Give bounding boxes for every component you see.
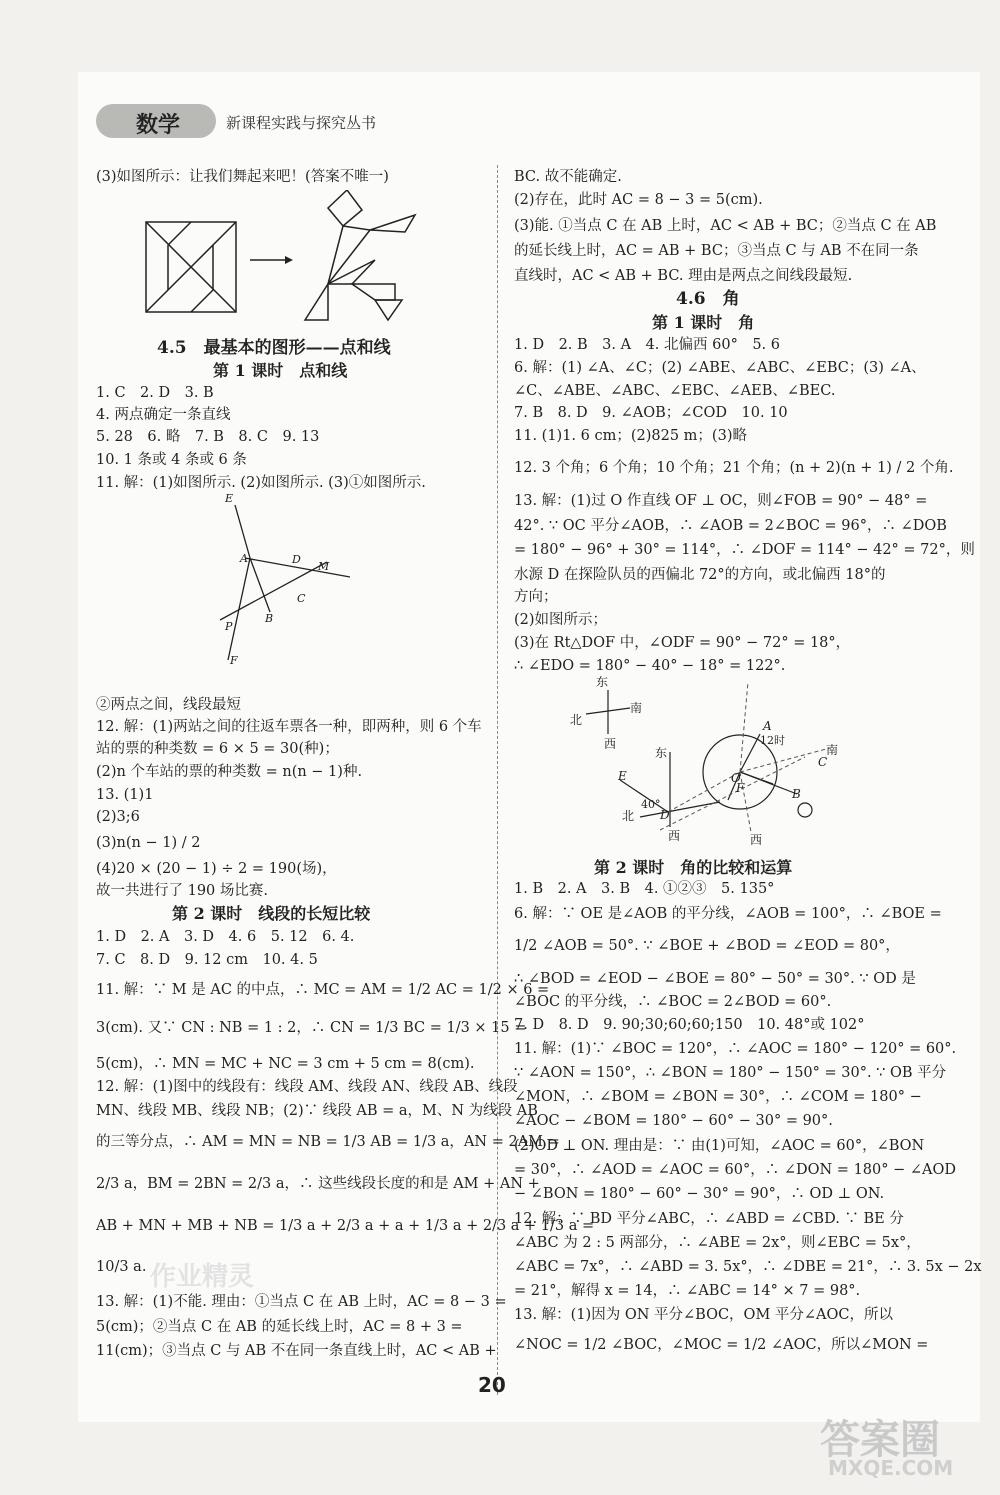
text-line: ∵ ∠AON = 150°，∴ ∠BON = 180° − 150° = 30°. ∵ OB 平分	[514, 1065, 947, 1081]
text-line: (2)存在，此时 AC = 8 − 3 = 5(cm).	[514, 192, 763, 208]
text-line: 42°. ∵ OC 平分∠AOB，∴ ∠AOB = 2∠BOC = 96°，∴ ∠DOB	[514, 518, 947, 534]
direction-label: 北	[622, 809, 635, 823]
text-line: 3(cm). 又∵ CN : NB = 1 : 2，∴ CN = 1/3 BC = 1/3 × 15 =	[96, 1020, 527, 1036]
clock-label: 12时	[760, 734, 785, 747]
text-line: (4)20 × (20 − 1) ÷ 2 = 190(场)，	[96, 861, 337, 877]
lesson-heading: 第 1 课时 角	[652, 313, 755, 332]
point-label: C	[818, 755, 828, 769]
text-line: 的延长线上时，AC = AB + BC；③当点 C 与 AB 不在同一条	[514, 243, 919, 259]
text-line: − ∠BON = 180° − 60° − 30° = 90°，∴ OD ⊥ ON.	[514, 1186, 885, 1202]
text-line: (3)能. ①当点 C 在 AB 上时，AC < AB + BC；②当点 C 在 AB	[514, 218, 937, 234]
point-label: P	[225, 620, 233, 633]
tangram-head	[328, 190, 362, 226]
tangram-arm	[370, 215, 415, 232]
direction-label: 南	[826, 743, 839, 757]
book-header	[96, 104, 396, 138]
text-line: ②两点之间，线段最短	[96, 697, 241, 713]
text-line: 11. (1)1. 6 cm；(2)825 m；(3)略	[514, 428, 747, 444]
direction-label: 西	[604, 737, 617, 751]
lines-figure	[215, 490, 365, 670]
point-label: B	[792, 787, 801, 801]
text-line: ∠NOC = 1/2 ∠BOC，∠MOC = 1/2 ∠AOC，所以∠MON =	[514, 1337, 929, 1353]
text-line: (2)OD ⊥ ON. 理由是：∵ 由(1)可知，∠AOC = 60°，∠BON	[514, 1138, 925, 1154]
text-line: 12. 3 个角；6 个角；10 个角；21 个角；(n + 2)(n + 1) / 2 个角.	[514, 460, 954, 476]
tangram-figure	[140, 190, 440, 330]
text-line: BC. 故不能确定.	[514, 169, 622, 185]
subject-label: 数学	[136, 112, 181, 138]
text-line: 1. D 2. B 3. A 4. 北偏西 60° 5. 6	[514, 337, 781, 353]
direction-label: 北	[570, 713, 583, 727]
text-line: 12. 解：(1)图中的线段有：线段 AM、线段 AN、线段 AB、线段	[96, 1079, 518, 1095]
text-line: ∠AOC − ∠BOM = 180° − 60° − 30° = 90°.	[514, 1113, 833, 1129]
angle-label: 40°	[641, 798, 661, 811]
point-label: F	[736, 781, 745, 795]
text-line: ∴ ∠BOD = ∠EOD − ∠BOE = 80° − 50° = 30°. ∵ OD 是	[514, 971, 916, 987]
text-line: 13. 解：(1)因为 ON 平分∠BOC，OM 平分∠AOC，所以	[514, 1307, 894, 1323]
watermark-url: MXQE.COM	[828, 1456, 954, 1480]
text-line: MN、线段 MB、线段 NB；(2)∵ 线段 AB = a，M、N 为线段 AB	[96, 1103, 538, 1119]
point-label: A	[763, 719, 772, 733]
section-heading: 4.6 角	[676, 289, 740, 309]
arrow-head	[285, 256, 293, 264]
text-line: (3)在 Rt△DOF 中，∠ODF = 90° − 72° = 18°，	[514, 635, 851, 651]
text-line: 方向；	[514, 589, 558, 605]
text-line: 7. D 8. D 9. 90;30;60;60;150 10. 48°或 102°	[514, 1017, 865, 1033]
point-label: A	[240, 552, 248, 565]
text-line: (2)如图所示；	[514, 612, 608, 628]
text-line: (3)n(n − 1) / 2	[96, 835, 201, 851]
text-line: = 180° − 96° + 30° = 114°，∴ ∠DOF = 114° − 42° = 72°，则	[514, 542, 975, 558]
lesson-heading: 第 2 课时 角的比较和运算	[594, 858, 793, 877]
text-line: 故一共进行了 190 场比赛.	[96, 883, 269, 899]
point-label: E	[618, 769, 627, 783]
text-line: 5(cm)；②当点 C 在 AB 的延长线上时，AC = 8 + 3 =	[96, 1319, 463, 1335]
text-line: 的三等分点，∴ AM = MN = NB = 1/3 AB = 1/3 a，AN = 2AM =	[96, 1134, 560, 1150]
page-number: 20	[478, 1373, 506, 1397]
text-line: 12. 解：∵ BD 平分∠ABC，∴ ∠ABD = ∠CBD. ∵ BE 分	[514, 1211, 904, 1227]
text-line: 11(cm)；③当点 C 与 AB 不在同一条直线上时，AC < AB +	[96, 1343, 497, 1359]
text-line: 直线时，AC < AB + BC. 理由是两点之间线段最短.	[514, 268, 853, 284]
sun-icon	[798, 803, 812, 817]
text-line: 6. 解：(1) ∠A、∠C；(2) ∠ABE、∠ABC、∠EBC；(3) ∠A、	[514, 360, 926, 376]
text-line: ∠C、∠ABE、∠ABC、∠EBC、∠AEB、∠BEC.	[514, 383, 836, 399]
ray-ae	[235, 505, 250, 558]
text-line: 1. B 2. A 3. B 4. ①②③ 5. 135°	[514, 881, 775, 897]
text-line: ∠ABC = 7x°，∴ ∠ABD = 3. 5x°，∴ ∠DBE = 21°，∴ 3. 5x − 2x	[514, 1259, 982, 1275]
text-line: 13. 解：(1)过 O 作直线 OF ⊥ OC，则∠FOB = 90° − 48° =	[514, 493, 928, 509]
text-line: 10. 1 条或 4 条或 6 条	[96, 452, 247, 468]
point-label: D	[292, 553, 301, 566]
series-title: 新课程实践与探究丛书	[226, 114, 377, 132]
text-line: 5(cm)，∴ MN = MC + NC = 3 cm + 5 cm = 8(cm).	[96, 1056, 475, 1072]
text-line: = 21°，解得 x = 14，∴ ∠ABC = 14° × 7 = 98°.	[514, 1283, 861, 1299]
text-line: 11. 解：(1)如图所示. (2)如图所示. (3)①如图所示.	[96, 475, 426, 491]
lesson-heading: 第 1 课时 点和线	[213, 361, 348, 380]
tangram-body	[328, 226, 370, 284]
text-line: 11. 解：(1)∵ ∠BOC = 120°，∴ ∠AOC = 180° − 120° = 60°.	[514, 1041, 957, 1057]
text-line: 4. 两点确定一条直线	[96, 407, 231, 423]
text-line: ∠MON，∴ ∠BOM = ∠BON = 30°，∴ ∠COM = 180° −	[514, 1089, 922, 1105]
text-line: 12. 解：(1)两站之间的往返车票各一种，即两种，则 6 个车	[96, 719, 482, 735]
text-line: ∴ ∠EDO = 180° − 40° − 18° = 122°.	[514, 658, 786, 674]
text-line: ∠BOC 的平分线，∴ ∠BOC = 2∠BOD = 60°.	[514, 994, 832, 1010]
direction-label: 西	[750, 833, 763, 847]
lesson-heading: 第 2 课时 线段的长短比较	[172, 904, 371, 923]
text-line: (2)3;6	[96, 809, 140, 825]
text-line: 13. (1)1	[96, 787, 154, 803]
text-line: 11. 解：∵ M 是 AC 的中点，∴ MC = AM = 1/2 AC = 1/2 × 6 =	[96, 982, 550, 998]
text-line: (2)n 个车站的票的种类数 = n(n − 1)种.	[96, 764, 363, 780]
text-line: 13. 解：(1)不能. 理由：①当点 C 在 AB 上时，AC = 8 − 3 =	[96, 1294, 507, 1310]
compass-clock-figure	[560, 672, 860, 852]
column-divider	[497, 165, 498, 1395]
text-line: 5. 28 6. 略 7. B 8. C 9. 13	[96, 429, 320, 445]
point-label: O	[731, 771, 741, 785]
section-heading: 4.5 最基本的图形——点和线	[157, 338, 391, 358]
text-line: 10/3 a.	[96, 1259, 147, 1275]
text-line: 1/2 ∠AOB = 50°. ∵ ∠BOE + ∠BOD = ∠EOD = 80°，	[514, 938, 900, 954]
direction-label: 东	[596, 675, 609, 689]
text-line: AB + MN + MB + NB = 1/3 a + 2/3 a + a + 1/3 a + 2/3 a + 1/3 a =	[96, 1218, 595, 1234]
text-line: 1. C 2. D 3. B	[96, 385, 214, 401]
text-line: 2/3 a，BM = 2BN = 2/3 a，∴ 这些线段长度的和是 AM + AN +	[96, 1176, 540, 1192]
point-label: F	[230, 654, 238, 667]
text-line: 1. D 2. A 3. D 4. 6 5. 12 6. 4.	[96, 929, 355, 945]
text-line: 7. C 8. D 9. 12 cm 10. 4. 5	[96, 952, 318, 968]
text-line: (3)如图所示：让我们舞起来吧！(答案不唯一)	[96, 169, 389, 185]
text-line: ∠ABC 为 2 : 5 两部分，∴ ∠ABE = 2x°，则∠EBC = 5x°，	[514, 1235, 921, 1251]
text-line: = 30°，∴ ∠AOD = ∠AOC = 60°，∴ ∠DON = 180° − ∠AOD	[514, 1162, 956, 1178]
direction-label: 南	[630, 701, 643, 715]
text-line: 6. 解：∵ OE 是∠AOB 的平分线，∠AOB = 100°，∴ ∠BOE =	[514, 906, 942, 922]
watermark-logo: 答案圈	[820, 1417, 940, 1463]
point-label: M	[318, 560, 330, 573]
direction-label: 西	[668, 829, 681, 843]
point-label: E	[225, 492, 234, 505]
text-line: 站的票的种类数 = 6 × 5 = 30(种)；	[96, 741, 339, 757]
point-label: C	[297, 592, 306, 605]
point-label: D	[660, 808, 670, 822]
text-line: 水源 D 在探险队员的西偏北 72°的方向，或北偏西 18°的	[514, 567, 886, 583]
text-line: 7. B 8. D 9. ∠AOB；∠COD 10. 10	[514, 405, 788, 421]
watermark-stamp: 作业精灵	[150, 1262, 255, 1292]
point-label: B	[265, 612, 274, 625]
direction-label: 东	[655, 746, 668, 760]
